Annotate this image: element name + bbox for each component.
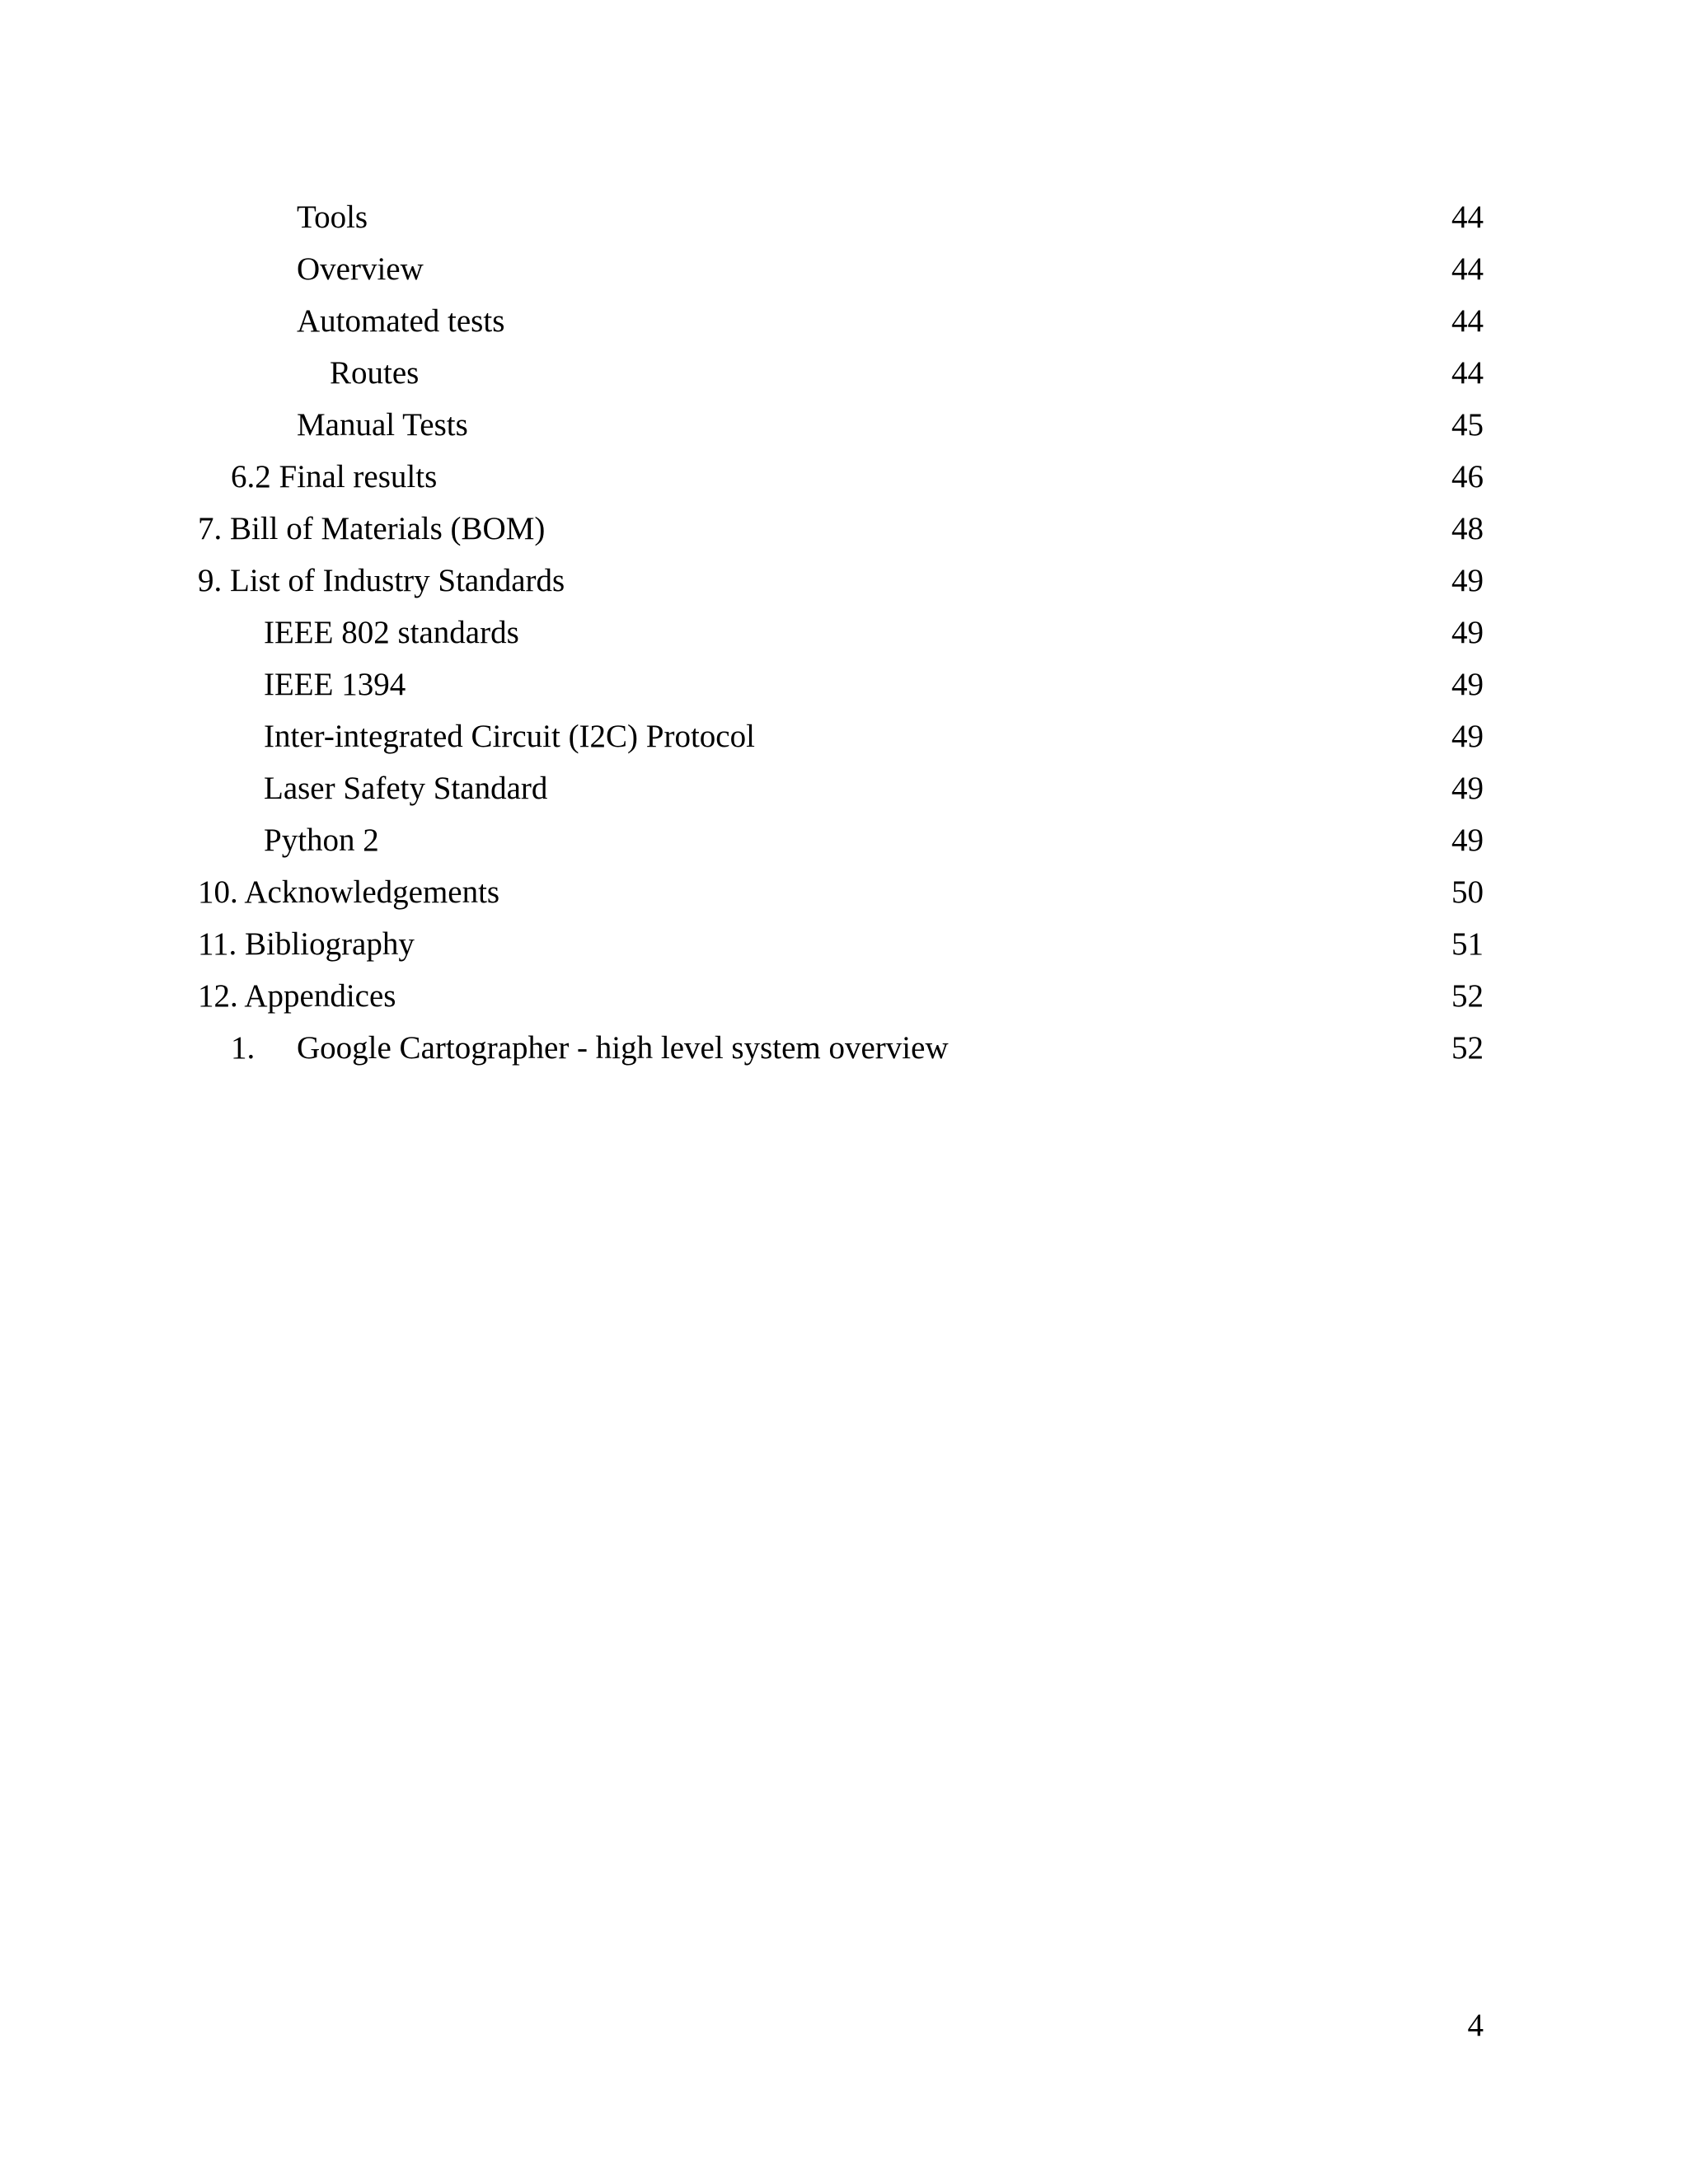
toc-entry-label: Google Cartographer - high level system overview — [297, 1030, 949, 1066]
toc-entry-label: 11. Bibliography — [198, 926, 415, 962]
toc-entry[interactable] — [0, 243, 1688, 295]
toc-entry-page: 49 — [1451, 719, 1484, 754]
toc-entry[interactable] — [0, 814, 1688, 866]
toc-entry[interactable] — [0, 399, 1688, 451]
toc-entry-label: Laser Safety Standard — [264, 771, 548, 806]
toc-entry-page: 52 — [1451, 978, 1484, 1014]
toc-entry-number: 1. — [231, 1030, 256, 1066]
toc-entry-label: 10. Acknowledgements — [198, 874, 500, 910]
toc-entry-label: 6.2 Final results — [231, 459, 438, 494]
toc-entry-page: 44 — [1451, 303, 1484, 339]
page-number: 4 — [1467, 2008, 1484, 2043]
toc-entry-label: Manual Tests — [297, 407, 468, 443]
toc-entry-page: 49 — [1451, 615, 1484, 650]
toc-entry-page: 44 — [1451, 199, 1484, 235]
toc-entry[interactable] — [0, 347, 1688, 399]
toc-entry-label: 9. List of Industry Standards — [198, 563, 565, 598]
toc-entry-page: 44 — [1451, 251, 1484, 287]
toc-entry[interactable] — [0, 658, 1688, 710]
toc-entry-page: 51 — [1451, 926, 1484, 962]
toc-entry[interactable] — [0, 295, 1688, 347]
toc-entry-label: IEEE 1394 — [264, 667, 406, 702]
toc-entry-label: 7. Bill of Materials (BOM) — [198, 511, 546, 546]
toc-entry[interactable] — [0, 555, 1688, 607]
toc-entry-page: 46 — [1451, 459, 1484, 494]
toc-entry-label: Automated tests — [297, 303, 505, 339]
toc-entry-label: Inter-integrated Circuit (I2C) Protocol — [264, 719, 755, 754]
toc-entry-page: 44 — [1451, 355, 1484, 391]
toc-entry-label: Tools — [297, 199, 368, 235]
toc-entry-page: 50 — [1451, 874, 1484, 910]
toc-entry-label: IEEE 802 standards — [264, 615, 519, 650]
toc-entry[interactable] — [0, 191, 1688, 243]
table-of-contents — [0, 191, 1688, 1074]
toc-entry[interactable] — [0, 710, 1688, 762]
toc-entry[interactable] — [0, 607, 1688, 658]
toc-entry[interactable] — [0, 1022, 1688, 1074]
toc-entry-page: 45 — [1451, 407, 1484, 443]
toc-entry[interactable] — [0, 762, 1688, 814]
toc-entry[interactable] — [0, 866, 1688, 918]
toc-entry-label: Routes — [330, 355, 420, 391]
toc-entry-page: 48 — [1451, 511, 1484, 546]
toc-entry[interactable] — [0, 451, 1688, 503]
toc-entry-page: 49 — [1451, 667, 1484, 702]
toc-entry[interactable] — [0, 970, 1688, 1022]
toc-entry-page: 52 — [1451, 1030, 1484, 1066]
toc-entry[interactable] — [0, 918, 1688, 970]
toc-entry-page: 49 — [1451, 823, 1484, 858]
toc-entry[interactable] — [0, 503, 1688, 555]
toc-entry-page: 49 — [1451, 771, 1484, 806]
toc-entry-page: 49 — [1451, 563, 1484, 598]
toc-entry-label: Python 2 — [264, 823, 379, 858]
toc-entry-label: Overview — [297, 251, 424, 287]
toc-entry-label: 12. Appendices — [198, 978, 396, 1014]
